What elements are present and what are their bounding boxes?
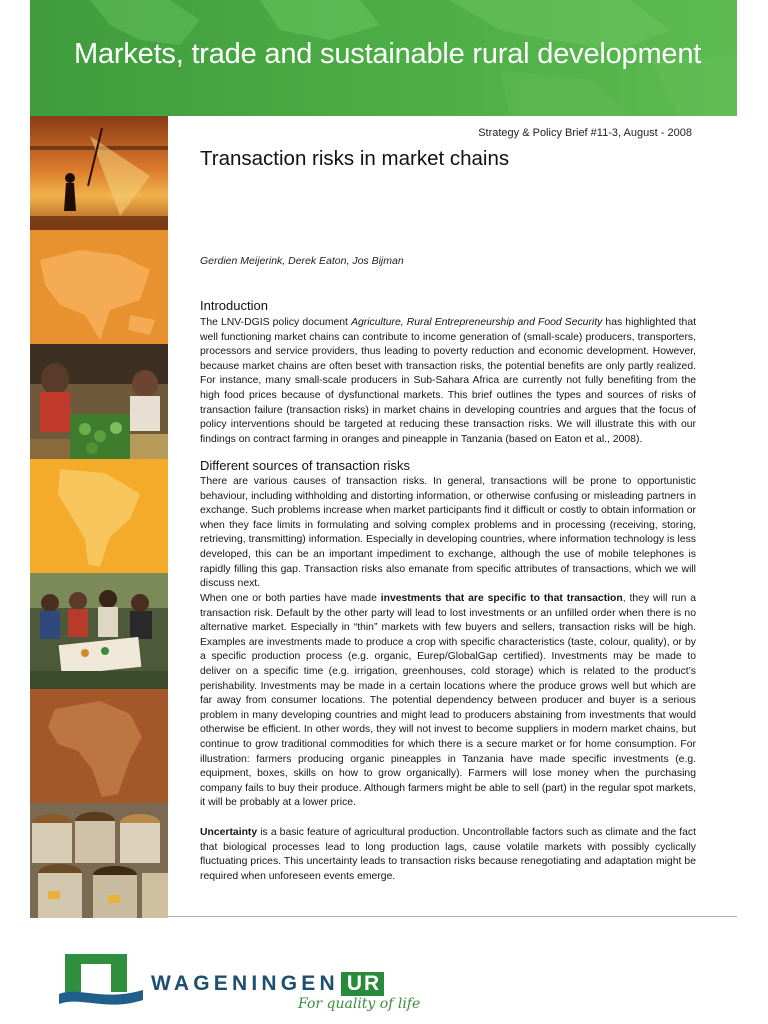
logo-wordmark (151, 972, 384, 996)
group-meeting-photo (30, 573, 168, 689)
policy-document-name: Agriculture, Rural Entrepreneurship and Food Security (351, 317, 603, 328)
paragraph-uncertainty (200, 826, 696, 884)
author-list: Gerdien Meijerink, Derek Eaton, Jos Bijman (200, 255, 404, 267)
map-tile-south-america (30, 459, 168, 573)
paragraph-specific-investments (200, 592, 696, 811)
logo-tagline: For quality of life (298, 996, 421, 1012)
header-banner (30, 0, 737, 116)
side-image-column (30, 116, 168, 918)
banner-title: Markets, trade and sustainable rural development (74, 38, 702, 70)
paragraph-sources: There are various causes of transaction risks. In general, transactions will be prone to opportunistic behaviour, including withholding and distorting information, or otherwise confusing or misleading partners in exchange. Such problems increase when market participants find it difficult or costly to obtain information or when they face limits in formulating and solving complex problems and in processing (receiving, storing, retrieving, transmitting) information. Especially in developing countries, where information technology is less developed, this can be an important impediment to exchange, although the use of mobile telephones is rapidly filling this gap. Transaction risks also emanate from specific attributes of transactions, which we will discuss next. (200, 476, 696, 590)
logo-ur-box: UR (341, 972, 384, 996)
sacks-photo (30, 803, 168, 918)
logo-word-text: WAGENINGEN (151, 972, 339, 995)
heading-introduction: Introduction (200, 298, 268, 313)
brief-metadata: Strategy & Policy Brief #11-3, August - 2008 (478, 127, 692, 139)
uncertainty-text: is a basic feature of agricultural production. Uncontrollable factors such as climate and the fact that biological processes lead to long production lags, cause volatile markets with possibly cyclically fluctuating prices. This uncertainty leads to transaction risks because renegotiating and adaptation might be required when unforeseen events emerge. (200, 827, 696, 882)
fishing-photo (30, 116, 168, 230)
map-tile-asia (30, 230, 168, 344)
paragraph-introduction (200, 316, 696, 447)
specific-text-start: When one or both parties have made (200, 593, 381, 604)
uncertainty-term: Uncertainty (200, 827, 258, 838)
wageningen-logo (55, 950, 435, 1020)
wageningen-mark-icon (55, 950, 147, 1012)
footer-divider (168, 916, 737, 917)
heading-sources: Different sources of transaction risks (200, 458, 411, 473)
document-title: Transaction risks in market chains (200, 147, 510, 170)
specific-investments-term: investments that are specific to that transaction (380, 593, 623, 604)
market-photo (30, 344, 168, 459)
map-tile-africa (30, 689, 168, 803)
intro-text-rest: has highlighted that well functioning market chains can contribute to income generation of (small-scale) producers, transporters, processors and service providers, thus leading to poverty reduction and economic development. However, because market chains are often beset with transaction risks, the potential benefits are only partly realized. For instance, many small-scale producers in Sub-Sahara Africa are currently not fully benefiting from the high food prices because of dysfunctional markets. This brief outlines the types and sources of risks of transaction failure (transaction risks) in market chains in developing countries and argues that the focus of policy interventions should be targeted at reducing these transaction risks. We will illustrate this with our findings on contract farming in oranges and pineapple in Tanzania (based on Eaton et al., 2008). (200, 317, 697, 445)
intro-text-start: The LNV-DGIS policy document (200, 317, 352, 328)
specific-text-rest: , they will run a transaction risk. Default by the other party will lead to lost investments or an unfilled order when there is no alternative market. Especially in “thin” markets with few buyers and sellers, transaction risks will be high. Examples are investments made to produce a crop with specific characteristics (taste, colour, quality), or by a specific production process (e.g. organic, Eurep/GlobalGap certified). Investments may be made to deliver on a specific time (e.g. irrigation, greenhouses, cold storage) which is related to the product’s perishability. Investments may be made in a certain locations where the produce grows well but which are far away from consumer locations. The potential dependency between producer and buyer is a serious problem in many developing countries and might lead to producers abstaining from investments that would otherwise be efficient. In other words, they will not invest to become suppliers in modern market chains, but continue to grow traditional commodities for which there is a secure market or for home consumption. For illustration: farmers producing organic pineapples in Tanzania have made specific investments (e.g. equipment, boxes, skills on how to grow organically). Farmers will lose money when the purchasing company fails to buy their produce. Although farmers might be able to sell (part) in the regular spot markets, it will be probably at a lower price. (200, 593, 696, 809)
